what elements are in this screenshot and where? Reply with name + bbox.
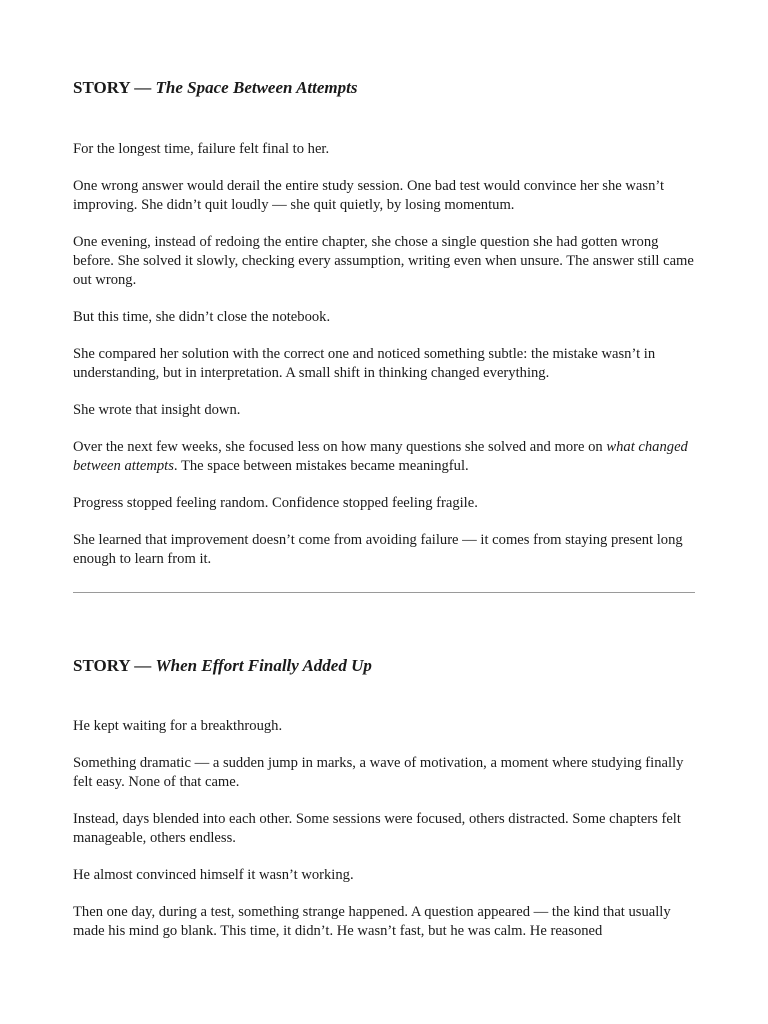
paragraph: Something dramatic — a sudden jump in marks, a wave of motivation, a moment where studying finally felt easy. None of that came. — [73, 755, 684, 790]
paragraph: Then one day, during a test, something strange happened. A question appeared — the kind that usually made his mind go blank. This time, it didn’t. He wasn’t fast, but he was calm. He reasoned — [73, 904, 671, 939]
section-divider — [73, 592, 695, 593]
story-heading-prefix: STORY — — [73, 656, 156, 675]
paragraph: She wrote that insight down. — [73, 402, 241, 418]
paragraph-text: Over the next few weeks, she focused less on how many questions she solved and more on — [73, 439, 607, 455]
story-body — [73, 717, 695, 959]
story-body — [73, 140, 695, 587]
paragraph: She compared her solution with the correct one and noticed something subtle: the mistake wasn’t in understanding, but in interpretation. A small shift in thinking changed everything. — [73, 346, 656, 381]
paragraph — [73, 438, 695, 476]
paragraph: Progress stopped feeling random. Confidence stopped feeling fragile. — [73, 495, 478, 511]
paragraph: He kept waiting for a breakthrough. — [73, 718, 283, 734]
story-heading — [73, 77, 357, 99]
story-heading — [73, 655, 372, 677]
paragraph: One wrong answer would derail the entire study session. One bad test would convince her she wasn’t improving. She didn’t quit loudly — she quit quietly, by losing momentum. — [73, 178, 665, 213]
story-title: The Space Between Attempts — [155, 78, 358, 97]
paragraph: For the longest time, failure felt final to her. — [73, 141, 330, 157]
story-title: When Effort Finally Added Up — [155, 656, 372, 675]
paragraph-text: . The space between mistakes became meaningful. — [173, 458, 469, 474]
paragraph: She learned that improvement doesn’t come from avoiding failure — it comes from staying present long enough to learn from it. — [73, 532, 683, 567]
emphasis-text: what changed between attempts — [73, 439, 688, 474]
paragraph: He almost convinced himself it wasn’t working. — [73, 867, 354, 883]
story-heading-prefix: STORY — — [73, 78, 156, 97]
paragraph: Instead, days blended into each other. Some sessions were focused, others distracted. Some chapters felt manageable, others endless. — [73, 811, 681, 846]
paragraph: But this time, she didn’t close the notebook. — [73, 309, 331, 325]
paragraph: One evening, instead of redoing the entire chapter, she chose a single question she had gotten wrong before. She solved it slowly, checking every assumption, writing even when unsure. The answer still came out wrong. — [73, 234, 694, 288]
